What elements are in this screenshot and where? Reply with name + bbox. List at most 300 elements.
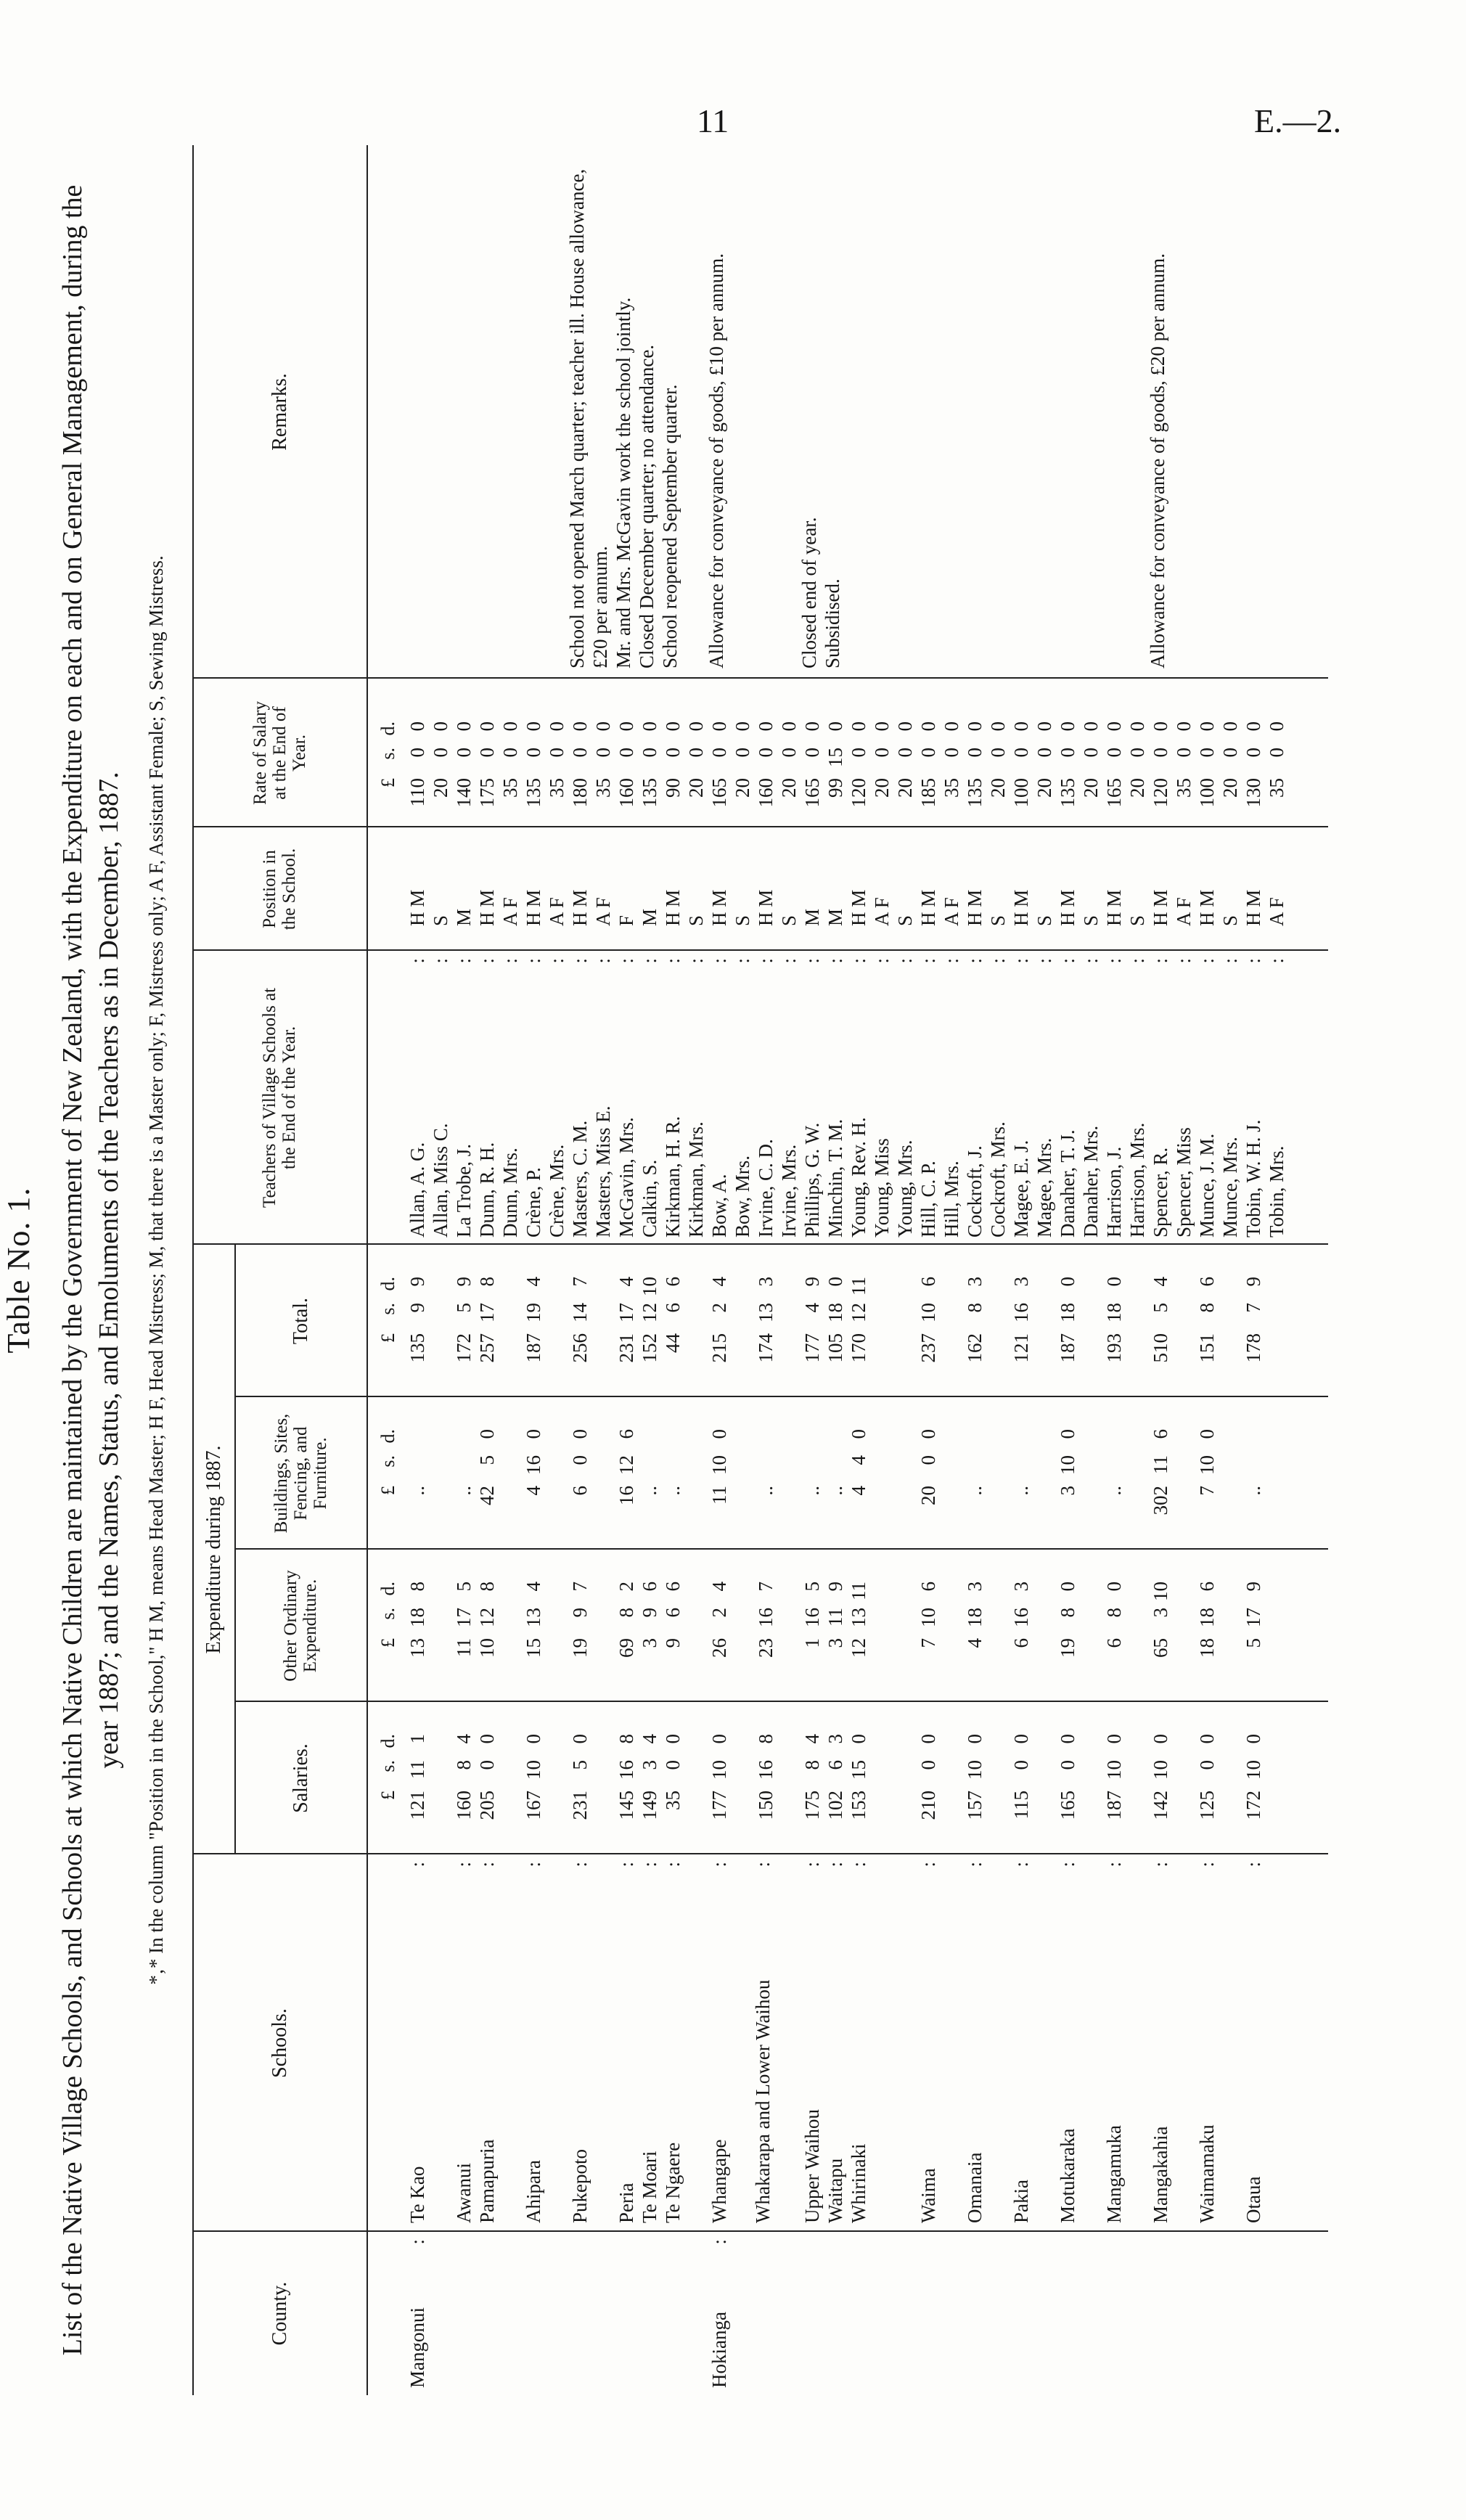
teacher-rate-shillings: 0 xyxy=(1173,748,1195,758)
buildings-amount-shillings: 5 xyxy=(476,1455,498,1465)
teacher-rate-pence: 0 xyxy=(1150,721,1171,732)
teacher-position: S xyxy=(987,915,1009,926)
total-amount-pence: 8 xyxy=(476,1277,498,1287)
buildings-units-pounds: £ xyxy=(377,1486,398,1495)
other-amount xyxy=(1239,1550,1268,1702)
other-amount-pence: 9 xyxy=(824,1582,846,1592)
teacher-rate-pence: 0 xyxy=(732,721,753,732)
total-amount-shillings: 6 xyxy=(662,1303,684,1313)
other-amount-shillings: 8 xyxy=(1103,1608,1125,1618)
buildings-amount-shillings: 11 xyxy=(1150,1455,1171,1474)
teacher-leader-dots: : xyxy=(1103,958,1125,964)
school-leader-dots: : xyxy=(453,1862,475,1868)
salary-amount-pence: 4 xyxy=(801,1734,823,1744)
teacher-leader-dots: : xyxy=(615,958,637,964)
teacher-name-text: Masters, C. M. xyxy=(569,1120,591,1238)
salary-amount-pence: 3 xyxy=(824,1734,846,1744)
total-amount-pounds: 174 xyxy=(755,1333,777,1363)
salary-amount-shillings: 0 xyxy=(1010,1760,1032,1770)
other-amount xyxy=(1007,1550,1036,1702)
teacher-rate-pounds: 140 xyxy=(453,778,475,808)
total-amount-pence: 4 xyxy=(1150,1277,1171,1287)
salary-units-pounds: £ xyxy=(377,1791,398,1800)
school-name xyxy=(1146,1854,1175,2232)
school-leader-dots: : xyxy=(1150,1862,1171,1868)
teacher-position: H M xyxy=(569,889,591,926)
total-amount-pounds: 121 xyxy=(1010,1333,1032,1363)
document-reference: E.—2. xyxy=(1254,102,1342,139)
teacher-rate-pence: 0 xyxy=(987,721,1009,732)
teacher-rate-shillings: 0 xyxy=(1219,748,1241,758)
buildings-amount xyxy=(844,1397,873,1550)
buildings-amount-pence: 0 xyxy=(917,1429,939,1439)
other-amount-pence: 0 xyxy=(1103,1582,1125,1592)
salary-amount-pounds: 149 xyxy=(639,1791,660,1820)
total-amount-shillings: 18 xyxy=(1057,1303,1078,1322)
teacher-name-text: Munce, Mrs. xyxy=(1219,1137,1241,1238)
total-amount-shillings: 16 xyxy=(1010,1303,1032,1322)
rate-units-shillings: s. xyxy=(377,748,398,760)
teacher-rate-pounds: 100 xyxy=(1196,778,1218,808)
teacher-rate-pence: 0 xyxy=(1010,721,1032,732)
salary-amount xyxy=(1192,1702,1221,1854)
teacher-position: H M xyxy=(1057,889,1078,926)
total-amount xyxy=(1007,1245,1036,1397)
rate-units xyxy=(374,679,403,827)
teacher-rate-pounds: 35 xyxy=(941,778,962,798)
teacher-rate-pounds: 20 xyxy=(1080,778,1102,798)
teacher-rate-pounds: 175 xyxy=(476,778,498,808)
school-name xyxy=(1192,1854,1221,2232)
other-amount-shillings: 17 xyxy=(453,1608,475,1627)
total-amount xyxy=(658,1245,687,1397)
total-units-shillings: s. xyxy=(377,1303,398,1315)
header-other-expenditure: Other Ordinary Expenditure. xyxy=(281,1570,320,1682)
salary-amount-pence: 0 xyxy=(1103,1734,1125,1744)
teacher-leader-dots: : xyxy=(871,958,893,964)
school-name-text: Waimamaku xyxy=(1196,2124,1218,2223)
other-amount-pence: 6 xyxy=(662,1582,684,1592)
buildings-amount-pence: 6 xyxy=(1150,1429,1171,1439)
buildings-amount-pounds: .. xyxy=(639,1486,660,1496)
teacher-rate-pounds: 99 xyxy=(824,778,846,798)
teacher-name-text: Tobin, Mrs. xyxy=(1266,1145,1287,1238)
teacher-rate-shillings: 0 xyxy=(917,748,939,758)
other-units-shillings: s. xyxy=(377,1608,398,1620)
other-amount-pounds: 7 xyxy=(917,1638,939,1648)
teacher-rate-pounds: 135 xyxy=(639,778,660,808)
teacher-position: H M xyxy=(1103,889,1125,926)
teacher-rate-pence: 0 xyxy=(894,721,916,732)
other-amount xyxy=(844,1550,873,1702)
teacher-leader-dots: : xyxy=(964,958,986,964)
total-amount-pounds: 177 xyxy=(801,1333,823,1363)
total-amount-pence: 3 xyxy=(755,1277,777,1287)
other-amount-pounds: 1 xyxy=(801,1638,823,1648)
salary-amount xyxy=(565,1702,594,1854)
teacher-rate-pence: 0 xyxy=(1033,721,1055,732)
school-leader-dots: : xyxy=(523,1862,544,1868)
teacher-position: H M xyxy=(662,889,684,926)
salary-amount-shillings: 8 xyxy=(801,1760,823,1770)
remark: School reopened September quarter. xyxy=(659,384,681,668)
other-amount xyxy=(658,1550,687,1702)
buildings-amount xyxy=(1146,1397,1175,1550)
total-amount-pence: 11 xyxy=(848,1277,869,1296)
other-amount-shillings: 13 xyxy=(848,1608,869,1627)
salary-amount-shillings: 10 xyxy=(1103,1760,1125,1780)
teacher-position: S xyxy=(685,915,707,926)
buildings-amount-pounds: 302 xyxy=(1150,1486,1171,1515)
other-amount xyxy=(960,1550,989,1702)
total-amount xyxy=(519,1245,548,1397)
teacher-position: H M xyxy=(964,889,986,926)
total-amount-pence: 6 xyxy=(917,1277,939,1287)
salary-amount-shillings: 15 xyxy=(848,1760,869,1780)
header-teachers: Teachers of Village Schools at the End of the Year. xyxy=(260,987,299,1208)
total-units xyxy=(374,1245,403,1397)
salary-amount-pence: 0 xyxy=(1010,1734,1032,1744)
schools-column xyxy=(374,1854,1317,2232)
school-leader-dots: : xyxy=(752,1862,774,1868)
school-leader-dots: : xyxy=(917,1862,939,1868)
header-rate: Rate of Salary at the End of Year. xyxy=(250,701,309,806)
teacher-rate-pounds: 160 xyxy=(755,778,777,808)
other-amount-pounds: 18 xyxy=(1196,1638,1218,1658)
total-amount xyxy=(1053,1245,1082,1397)
buildings-amount-pence: 0 xyxy=(569,1429,591,1439)
teacher-leader-dots: : xyxy=(917,958,939,964)
teacher-position: A F xyxy=(941,897,962,926)
buildings-amount-pounds: .. xyxy=(1103,1486,1125,1496)
teacher-rate-pounds: 20 xyxy=(1126,778,1148,798)
teacher-rate-shillings: 0 xyxy=(1057,748,1078,758)
other-amount-pounds: 11 xyxy=(453,1638,475,1657)
teacher-position: H M xyxy=(1150,889,1171,926)
teacher-rate-pence: 0 xyxy=(1196,721,1218,732)
salary-amount-pounds: 142 xyxy=(1150,1791,1171,1820)
salary-amount-pence: 0 xyxy=(708,1734,730,1744)
total-amount-shillings: 5 xyxy=(1150,1303,1171,1313)
buildings-amount-shillings: 0 xyxy=(917,1455,939,1465)
teacher-name-text: Kirkman, H. R. xyxy=(662,1116,684,1238)
school-leader-dots: : xyxy=(964,1862,986,1868)
teacher-name-text: Spencer, Miss xyxy=(1173,1127,1195,1238)
buildings-amount xyxy=(960,1397,989,1550)
buildings-amount-pence: 0 xyxy=(1196,1429,1218,1439)
school-name-text: Te Moari xyxy=(639,2151,660,2223)
total-amount-pounds: 178 xyxy=(1242,1333,1264,1363)
total-amount-shillings: 14 xyxy=(569,1303,591,1322)
buildings-amount xyxy=(1239,1397,1268,1550)
total-amount-pence: 0 xyxy=(1057,1277,1078,1287)
total-amount-pence: 6 xyxy=(1196,1277,1218,1287)
teacher-position: H M xyxy=(523,889,544,926)
other-amount-pounds: 15 xyxy=(523,1638,544,1658)
school-leader-dots: : xyxy=(801,1862,823,1868)
remark: Closed December quarter; no attendance. xyxy=(636,344,658,668)
teacher-rate-pence: 0 xyxy=(755,721,777,732)
school-leader-dots: : xyxy=(569,1862,591,1868)
salary-amount-shillings: 11 xyxy=(406,1760,428,1779)
teacher-name xyxy=(1262,951,1291,1245)
other-amount-pounds: 6 xyxy=(1010,1638,1032,1648)
teacher-leader-dots: : xyxy=(708,958,730,964)
teacher-rate-pounds: 35 xyxy=(1173,778,1195,798)
teacher-position: A F xyxy=(1173,897,1195,926)
total-amount-pence: 10 xyxy=(639,1277,660,1296)
rate-units-pounds: £ xyxy=(377,778,398,788)
salary-amount-shillings: 10 xyxy=(1150,1760,1171,1780)
buildings-units-pence: d. xyxy=(377,1429,398,1444)
total-amount xyxy=(844,1245,873,1397)
teacher-leader-dots: : xyxy=(1126,958,1148,964)
teacher-leader-dots: : xyxy=(1057,958,1078,964)
teacher-position: M xyxy=(824,908,846,926)
total-amount-shillings: 8 xyxy=(1196,1303,1218,1313)
teacher-rate-shillings: 0 xyxy=(964,748,986,758)
salary-amount-pounds: 165 xyxy=(1057,1791,1078,1820)
teacher-position: M xyxy=(453,908,475,926)
school-name xyxy=(705,1854,734,2232)
salary-amount-pounds: 121 xyxy=(406,1791,428,1820)
teacher-leader-dots: : xyxy=(732,958,753,964)
salary-amount xyxy=(658,1702,687,1854)
teacher-name-text: Allan, Miss C. xyxy=(430,1123,451,1238)
teacher-rate-shillings: 0 xyxy=(476,748,498,758)
teacher-position: A F xyxy=(1266,897,1287,926)
buildings-amount-pounds: 4 xyxy=(848,1486,869,1496)
salary-amount-pounds: 210 xyxy=(917,1791,939,1820)
teacher-leader-dots: : xyxy=(592,958,614,964)
salary-amount xyxy=(1100,1702,1129,1854)
teacher-position: S xyxy=(1219,915,1241,926)
teacher-position: H M xyxy=(476,889,498,926)
salary-amount-pounds: 160 xyxy=(453,1791,475,1820)
other-amount-shillings: 3 xyxy=(1150,1608,1171,1618)
total-amount-pounds: 135 xyxy=(406,1333,428,1363)
total-amount-pence: 0 xyxy=(824,1277,846,1287)
teacher-rate-pence: 0 xyxy=(1219,721,1241,732)
teacher-rate xyxy=(1262,679,1291,827)
other-amount-pence: 9 xyxy=(1242,1582,1264,1592)
other-amount-pence: 3 xyxy=(1010,1582,1032,1592)
teacher-name-text: Cockroft, J. xyxy=(964,1145,986,1238)
salary-amount-pounds: 35 xyxy=(662,1791,684,1810)
buildings-amount-pounds: 7 xyxy=(1196,1486,1218,1496)
total-amount-pence: 4 xyxy=(523,1277,544,1287)
buildings-units xyxy=(374,1397,403,1550)
buildings-amount xyxy=(751,1397,780,1550)
teacher-rate-pence: 0 xyxy=(453,721,475,732)
buildings-amount-pounds: 16 xyxy=(615,1486,637,1505)
total-amount-pence: 4 xyxy=(708,1277,730,1287)
other-amount xyxy=(1053,1550,1082,1702)
salary-amount xyxy=(960,1702,989,1854)
total-amount-pence: 3 xyxy=(964,1277,986,1287)
other-amount-pence: 5 xyxy=(801,1582,823,1592)
teacher-rate-pounds: 35 xyxy=(499,778,521,798)
total-amount-pounds: 152 xyxy=(639,1333,660,1363)
school-leader-dots: : xyxy=(406,1862,428,1868)
teacher-rate-pounds: 90 xyxy=(662,778,684,798)
teacher-rate-pence: 0 xyxy=(499,721,521,732)
buildings-amount-shillings: 0 xyxy=(569,1455,591,1465)
teacher-rate-shillings: 0 xyxy=(685,748,707,758)
other-amount xyxy=(751,1550,780,1702)
teacher-rate-pounds: 165 xyxy=(1103,778,1125,808)
other-amount-pounds: 26 xyxy=(708,1638,730,1658)
teacher-rate-shillings: 0 xyxy=(801,748,823,758)
school-name-text: Te Ngaere xyxy=(662,2142,684,2223)
teacher-name-text: Irvine, C. D. xyxy=(755,1139,777,1238)
teacher-name-text: Bow, A. xyxy=(708,1174,730,1238)
total-amount-pounds: 510 xyxy=(1150,1333,1171,1363)
salary-amount-pounds: 102 xyxy=(824,1791,846,1820)
buildings-amount-pounds: .. xyxy=(1242,1486,1264,1496)
teacher-name-text: Young, Rev. H. xyxy=(848,1117,869,1238)
other-amount-shillings: 8 xyxy=(615,1608,637,1618)
total-amount xyxy=(1100,1245,1129,1397)
other-amount-pence: 5 xyxy=(453,1582,475,1592)
total-amount xyxy=(705,1245,734,1397)
county-name: Mangonui : xyxy=(403,2232,432,2395)
school-name-text: Peria xyxy=(615,2182,637,2223)
teacher-rate-shillings: 0 xyxy=(523,748,544,758)
total-amount-pence: 9 xyxy=(1242,1277,1264,1287)
teacher-position: A F xyxy=(546,897,568,926)
other-amount-shillings: 16 xyxy=(755,1608,777,1627)
remark: School not opened March quarter; teacher ill. House allowance, £20 per annum. xyxy=(566,168,611,668)
rate-column xyxy=(374,679,1317,827)
salary-amount-shillings: 16 xyxy=(755,1760,777,1780)
teacher-leader-dots: : xyxy=(569,958,591,964)
buildings-amount xyxy=(1053,1397,1082,1550)
teacher-leader-dots: : xyxy=(662,958,684,964)
school-name-text: Waitapu xyxy=(824,2158,846,2223)
other-amount-pence: 0 xyxy=(1057,1582,1078,1592)
header-buildings: Buildings, Sites, Fencing, and Furniture. xyxy=(271,1413,330,1534)
salary-amount-pounds: 145 xyxy=(615,1791,637,1820)
school-name xyxy=(1007,1854,1036,2232)
teacher-leader-dots: : xyxy=(1242,958,1264,964)
teacher-name-text: La Trobe, J. xyxy=(453,1143,475,1238)
teachers-column xyxy=(374,951,1317,1245)
buildings-amount xyxy=(914,1397,943,1550)
teacher-name-text: Danaher, T. J. xyxy=(1057,1129,1078,1238)
teacher-rate-pounds: 20 xyxy=(1219,778,1241,798)
other-amount xyxy=(914,1550,943,1702)
buildings-amount xyxy=(1192,1397,1221,1550)
total-amount-pounds: 237 xyxy=(917,1333,939,1363)
header-salaries: Salaries. xyxy=(289,1743,312,1813)
teacher-position: S xyxy=(1080,915,1102,926)
salary-amount-shillings: 6 xyxy=(824,1760,846,1770)
total-amount-pence: 7 xyxy=(569,1277,591,1287)
teacher-rate-pence: 0 xyxy=(546,721,568,732)
buildings-amount-pounds: .. xyxy=(801,1486,823,1496)
salary-amount-pence: 0 xyxy=(917,1734,939,1744)
teacher-rate-pounds: 20 xyxy=(732,778,753,798)
buildings-amount-pounds: .. xyxy=(406,1486,428,1496)
other-amount-shillings: 17 xyxy=(1242,1608,1264,1627)
teacher-name-text: Magee, Mrs. xyxy=(1033,1137,1055,1238)
other-amount-shillings: 2 xyxy=(708,1608,730,1618)
school-name-text: Ahipara xyxy=(523,2160,544,2223)
header-remarks: Remarks. xyxy=(268,373,291,451)
teacher-rate-pounds: 135 xyxy=(1057,778,1078,808)
teacher-rate-pence: 0 xyxy=(592,721,614,732)
salary-units xyxy=(374,1702,403,1854)
county-column xyxy=(374,2232,1317,2395)
total-amount-pounds: 170 xyxy=(848,1333,869,1363)
other-amount-shillings: 18 xyxy=(964,1608,986,1627)
teacher-name-text: Hill, Mrs. xyxy=(941,1161,962,1238)
other-amount-pence: 3 xyxy=(964,1582,986,1592)
buildings-amount-pounds: .. xyxy=(1010,1486,1032,1496)
salary-amount-pence: 4 xyxy=(453,1734,475,1744)
other-amount xyxy=(705,1550,734,1702)
other-amount-pence: 2 xyxy=(615,1582,637,1592)
buildings-amount-shillings: 16 xyxy=(523,1455,544,1475)
teacher-position: A F xyxy=(592,897,614,926)
school-name xyxy=(914,1854,943,2232)
total-amount-pence: 4 xyxy=(615,1277,637,1287)
teacher-name-text: Harrison, J. xyxy=(1103,1146,1125,1238)
teacher-rate-pounds: 20 xyxy=(987,778,1009,798)
school-name xyxy=(960,1854,989,2232)
teacher-name-text: Bow, Mrs. xyxy=(732,1155,753,1238)
teacher-name-text: Dunn, R. H. xyxy=(476,1142,498,1238)
total-amount-shillings: 17 xyxy=(615,1303,637,1322)
other-expenditure-column xyxy=(374,1550,1317,1702)
teacher-leader-dots: : xyxy=(778,958,800,964)
buildings-amount-pounds: .. xyxy=(964,1486,986,1496)
position-column xyxy=(374,827,1317,951)
teacher-rate-pounds: 160 xyxy=(615,778,637,808)
teacher-rate-shillings: 0 xyxy=(1126,748,1148,758)
school-leader-dots: : xyxy=(662,1862,684,1868)
salary-amount-pence: 1 xyxy=(406,1734,428,1744)
other-amount-pence: 10 xyxy=(1150,1582,1171,1601)
total-amount xyxy=(914,1245,943,1397)
other-amount-pence: 7 xyxy=(755,1582,777,1592)
buildings-amount-pounds: .. xyxy=(453,1486,475,1496)
school-leader-dots: : xyxy=(824,1862,846,1868)
county-leader-dots: : xyxy=(406,2239,428,2245)
salary-amount xyxy=(1007,1702,1036,1854)
teacher-rate-shillings: 0 xyxy=(406,748,428,758)
teacher-rate-pounds: 35 xyxy=(592,778,614,798)
teacher-leader-dots: : xyxy=(1033,958,1055,964)
other-amount-shillings: 9 xyxy=(569,1608,591,1618)
total-amount-shillings: 9 xyxy=(406,1303,428,1313)
salary-amount-pounds: 167 xyxy=(523,1791,544,1820)
teacher-rate-pounds: 35 xyxy=(1266,778,1287,798)
school-name xyxy=(658,1854,687,2232)
teacher-name-text: Masters, Miss E. xyxy=(592,1105,614,1238)
other-amount-pounds: 3 xyxy=(639,1638,660,1648)
buildings-amount-pence: 6 xyxy=(615,1429,637,1439)
total-amount-pounds: 257 xyxy=(476,1333,498,1363)
school-name-text: Otaua xyxy=(1242,2176,1264,2223)
teacher-name-text: Munce, J. M. xyxy=(1196,1133,1218,1238)
total-amount xyxy=(960,1245,989,1397)
salary-amount-pence: 8 xyxy=(755,1734,777,1744)
buildings-amount-shillings: 12 xyxy=(615,1455,637,1475)
salary-amount-pounds: 205 xyxy=(476,1791,498,1820)
teacher-rate-pounds: 20 xyxy=(430,778,451,798)
